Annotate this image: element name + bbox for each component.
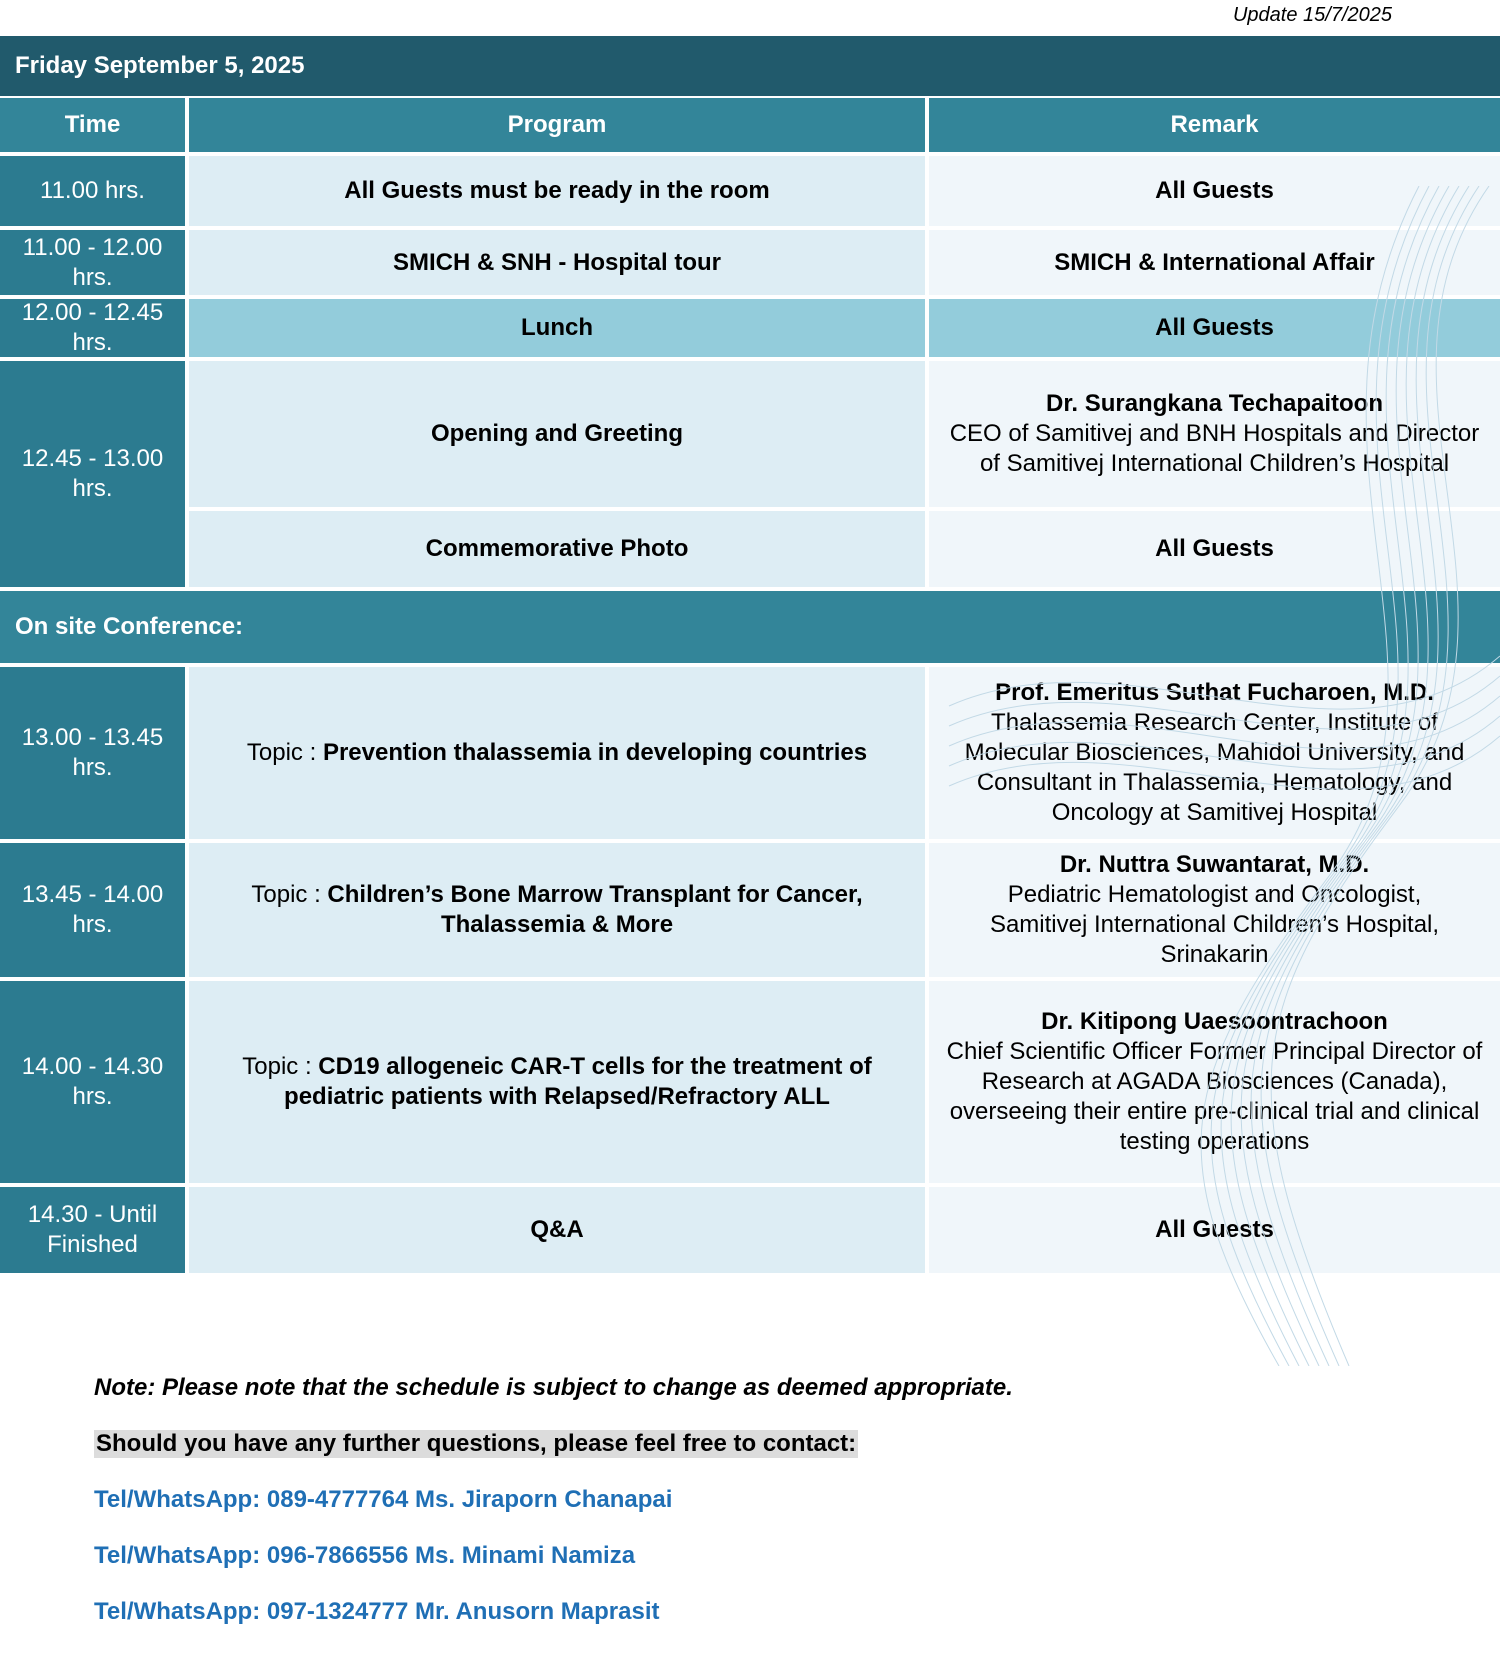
time-cell: 12.45 - 13.00 hrs. <box>0 361 185 587</box>
time-cell: 13.00 - 13.45 hrs. <box>0 667 185 839</box>
program-cell: All Guests must be ready in the room <box>189 156 925 226</box>
column-header-time: Time <box>0 98 185 152</box>
time-cell: 13.45 - 14.00 hrs. <box>0 843 185 977</box>
time-cell: 11.00 - 12.00 hrs. <box>0 230 185 295</box>
speaker-description: Chief Scientific Officer Former Principal Director of Research at AGADA Biosciences (Canada), overseeing their entire pre-clinical trial and clinical testing operations <box>946 1038 1483 1155</box>
contact-line[interactable]: Tel/WhatsApp: 097-1324777 Mr. Anusorn Maprasit <box>94 1598 660 1625</box>
program-cell: SMICH & SNH - Hospital tour <box>189 230 925 295</box>
program-cell: Commemorative Photo <box>189 511 925 587</box>
speaker-name: Dr. Kitipong Uaesoontrachoon <box>1041 1008 1388 1035</box>
topic-prefix: Topic : <box>251 881 328 908</box>
program-cell <box>189 843 925 977</box>
contact-line[interactable]: Tel/WhatsApp: 096-7866556 Ms. Minami Namiza <box>94 1542 636 1569</box>
table-row <box>0 1187 1500 1273</box>
remark-cell <box>929 843 1500 977</box>
time-cell: 12.00 - 12.45 hrs. <box>0 299 185 357</box>
column-header-row <box>0 98 1500 152</box>
speaker-description: Pediatric Hematologist and Oncologist, Samitivej International Children’s Hospital, Srinakarin <box>989 881 1440 968</box>
program-cell: Lunch <box>189 299 925 357</box>
topic-prefix: Topic : <box>242 1053 319 1080</box>
remark-cell: All Guests <box>929 1187 1500 1273</box>
schedule-note: Note: Please note that the schedule is subject to change as deemed appropriate. <box>94 1374 1013 1401</box>
table-row <box>0 299 1500 357</box>
speaker-description: Thalassemia Research Center, Institute of Molecular Biosciences, Mahidol University, and Consultant in Thalassemia, Hematology, and Oncology at Samitivej Hospital <box>964 709 1465 826</box>
topic-prefix: Topic : <box>246 739 323 766</box>
topic-text: CD19 allogeneic CAR-T cells for the treatment of pediatric patients with Relapsed/Refractory ALL <box>284 1053 872 1110</box>
table-row <box>0 667 1500 839</box>
speaker-name: Dr. Surangkana Techapaitoon <box>1046 390 1383 417</box>
topic-text: Children’s Bone Marrow Transplant for Cancer, Thalassemia & More <box>327 881 863 938</box>
remark-cell: All Guests <box>929 299 1500 357</box>
program-cell: Opening and Greeting <box>189 361 925 507</box>
remark-cell <box>929 361 1500 507</box>
table-row <box>0 361 1500 587</box>
time-cell: 14.00 - 14.30 hrs. <box>0 981 185 1183</box>
program-cell <box>189 667 925 839</box>
contact-line[interactable]: Tel/WhatsApp: 089-4777764 Ms. Jiraporn Chanapai <box>94 1486 673 1513</box>
remark-cell: SMICH & International Affair <box>929 230 1500 295</box>
remark-cell: All Guests <box>929 156 1500 226</box>
table-row <box>0 981 1500 1183</box>
contact-intro-line <box>94 1416 1013 1472</box>
speaker-name: Dr. Nuttra Suwantarat, M.D. <box>1059 851 1370 878</box>
remark-cell <box>929 981 1500 1183</box>
contact-intro: Should you have any further questions, please feel free to contact: <box>96 1430 857 1457</box>
update-date: Update 15/7/2025 <box>1232 4 1392 26</box>
speaker-description: CEO of Samitivej and BNH Hospitals and Director of Samitivej International Children’s Hospital <box>949 420 1480 477</box>
column-header-program: Program <box>189 98 925 152</box>
program-cell: Q&A <box>189 1187 925 1273</box>
column-header-remark: Remark <box>929 98 1500 152</box>
table-row <box>0 156 1500 226</box>
program-cell <box>189 981 925 1183</box>
notes-section <box>94 1360 1013 1640</box>
remark-cell: All Guests <box>929 511 1500 587</box>
time-cell: 14.30 - Until Finished <box>0 1187 185 1273</box>
table-row <box>0 230 1500 295</box>
table-row <box>0 843 1500 977</box>
section-header: On site Conference: <box>0 591 1500 663</box>
speaker-name: Prof. Emeritus Suthat Fucharoen, M.D. <box>995 679 1434 706</box>
day-header: Friday September 5, 2025 <box>0 36 1500 96</box>
time-cell: 11.00 hrs. <box>0 156 185 226</box>
topic-text: Prevention thalassemia in developing countries <box>322 739 868 766</box>
remark-cell <box>929 667 1500 839</box>
